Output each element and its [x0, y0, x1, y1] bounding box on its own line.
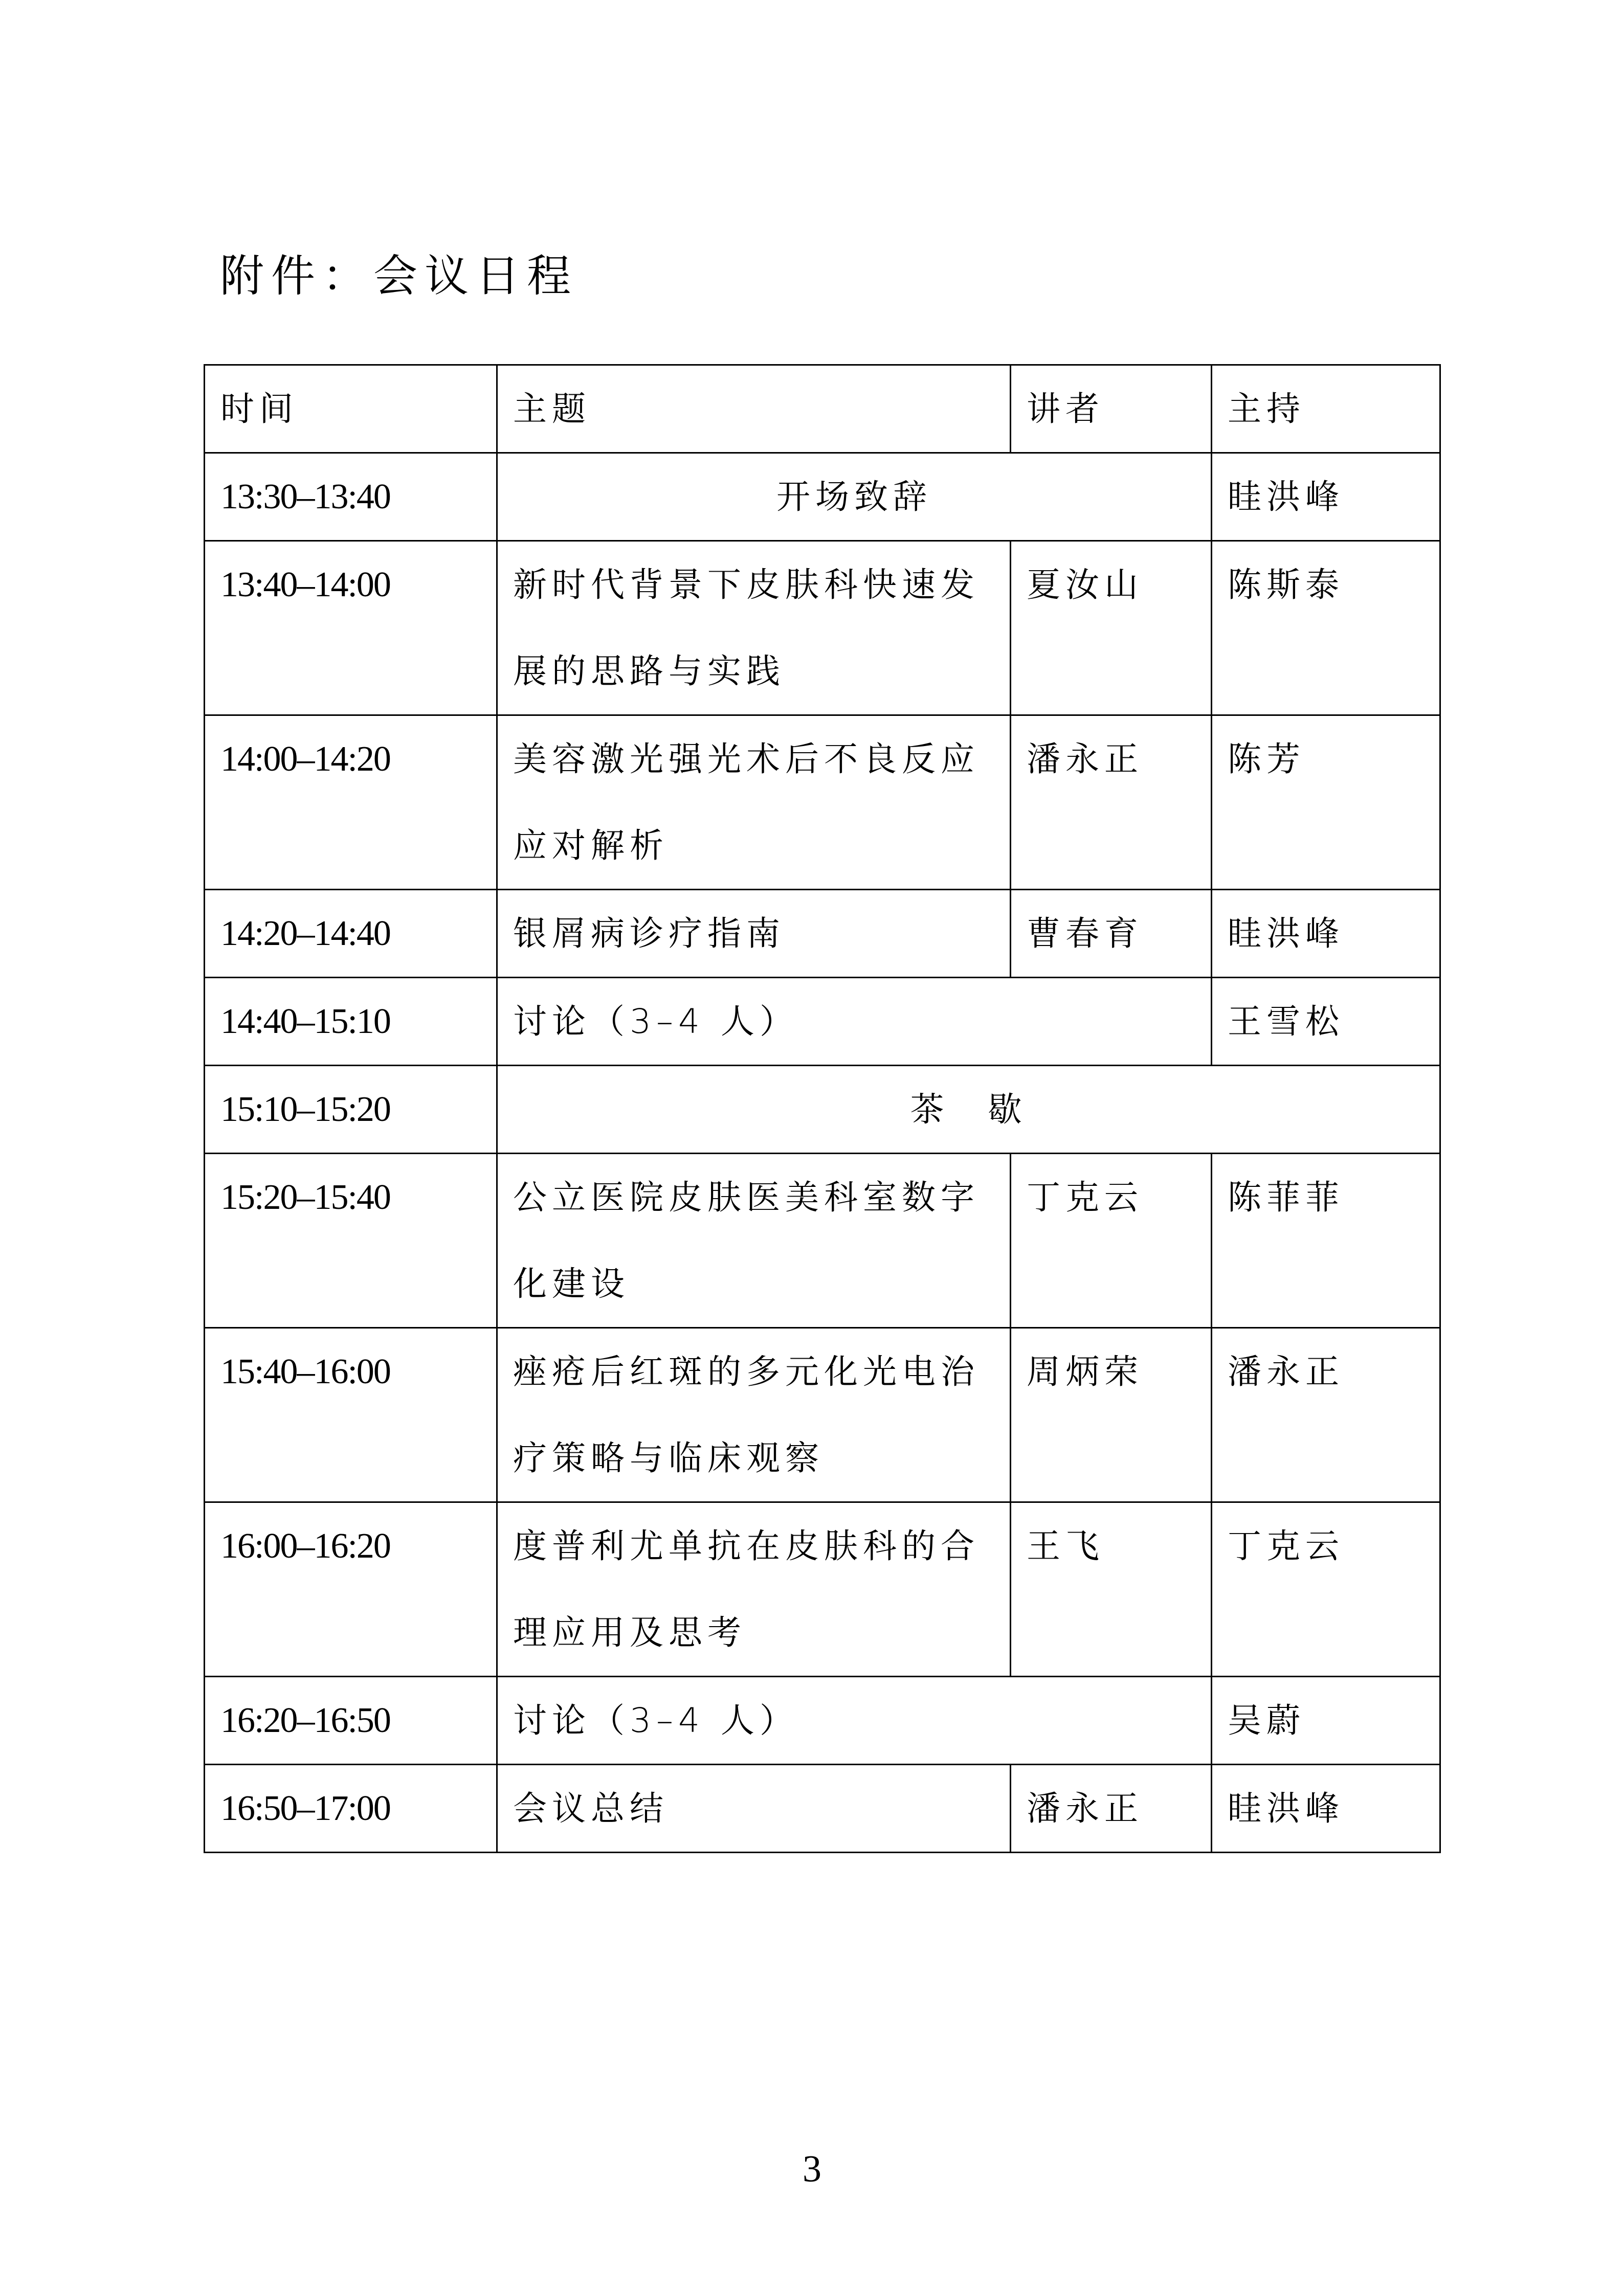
speaker-cell: 夏汝山: [1011, 541, 1212, 715]
table-header-row: [205, 365, 1440, 453]
topic-cell: [497, 1328, 1011, 1502]
table-row: [205, 1066, 1440, 1154]
topic-cell: 讨论（3–4 人）: [497, 978, 1212, 1066]
table-row: [205, 715, 1440, 890]
time-cell: 14:40–15:10: [205, 978, 497, 1066]
topic-line: 疗策略与临床观察: [513, 1438, 824, 1478]
host-cell: 眭洪峰: [1212, 1765, 1440, 1853]
topic-line: 展的思路与实践: [513, 651, 785, 691]
table-row: [205, 1154, 1440, 1328]
topic-line: 度普利尤单抗在皮肤科的合: [513, 1526, 980, 1566]
topic-line: 化建设: [513, 1264, 630, 1303]
speaker-cell: 潘永正: [1011, 715, 1212, 890]
table-row: [205, 978, 1440, 1066]
page-number: 3: [803, 2148, 821, 2190]
document-title: 附件：会议日程: [220, 251, 578, 302]
header-host: 主持: [1212, 365, 1440, 453]
topic-cell: 开场致辞: [497, 453, 1212, 541]
time-cell: 13:30–13:40: [205, 453, 497, 541]
table-row: [205, 541, 1440, 715]
topic-cell: 银屑病诊疗指南: [497, 890, 1011, 978]
topic-cell: [497, 1502, 1011, 1677]
host-cell: 陈芳: [1212, 715, 1440, 890]
header-time: 时间: [205, 365, 497, 453]
topic-line: 痤疮后红斑的多元化光电治: [513, 1352, 980, 1391]
time-cell: 15:10–15:20: [205, 1066, 497, 1154]
topic-cell: [497, 715, 1011, 890]
time-cell: 14:00–14:20: [205, 715, 497, 890]
host-cell: 陈斯泰: [1212, 541, 1440, 715]
schedule-table: [204, 364, 1441, 1853]
time-cell: 16:50–17:00: [205, 1765, 497, 1853]
topic-cell: 会议总结: [497, 1765, 1011, 1853]
time-cell: 13:40–14:00: [205, 541, 497, 715]
topic-cell: 讨论（3–4 人）: [497, 1677, 1212, 1765]
topic-line: 理应用及思考: [513, 1613, 746, 1652]
speaker-cell: 丁克云: [1011, 1154, 1212, 1328]
host-cell: 眭洪峰: [1212, 453, 1440, 541]
topic-cell: [497, 1154, 1011, 1328]
break-cell: 茶 歇: [497, 1066, 1440, 1154]
header-topic: 主题: [497, 365, 1011, 453]
host-cell: 潘永正: [1212, 1328, 1440, 1502]
host-cell: 吴蔚: [1212, 1677, 1440, 1765]
host-cell: 眭洪峰: [1212, 890, 1440, 978]
table-row: [205, 1328, 1440, 1502]
speaker-cell: 周炳荣: [1011, 1328, 1212, 1502]
table-row: [205, 1502, 1440, 1677]
table-row: [205, 1677, 1440, 1765]
time-cell: 15:40–16:00: [205, 1328, 497, 1502]
header-speaker: 讲者: [1011, 365, 1212, 453]
host-cell: 陈菲菲: [1212, 1154, 1440, 1328]
speaker-cell: 王飞: [1011, 1502, 1212, 1677]
time-cell: 14:20–14:40: [205, 890, 497, 978]
table-row: [205, 1765, 1440, 1853]
host-cell: 丁克云: [1212, 1502, 1440, 1677]
host-cell: 王雪松: [1212, 978, 1440, 1066]
topic-line: 应对解析: [513, 826, 669, 865]
topic-line: 公立医院皮肤医美科室数字: [513, 1178, 980, 1217]
time-cell: 16:20–16:50: [205, 1677, 497, 1765]
topic-line: 美容激光强光术后不良反应: [513, 739, 980, 779]
speaker-cell: 曹春育: [1011, 890, 1212, 978]
time-cell: 16:00–16:20: [205, 1502, 497, 1677]
speaker-cell: 潘永正: [1011, 1765, 1212, 1853]
table-row: [205, 453, 1440, 541]
topic-line: 新时代背景下皮肤科快速发: [513, 565, 980, 604]
topic-cell: [497, 541, 1011, 715]
time-cell: 15:20–15:40: [205, 1154, 497, 1328]
table-row: [205, 890, 1440, 978]
